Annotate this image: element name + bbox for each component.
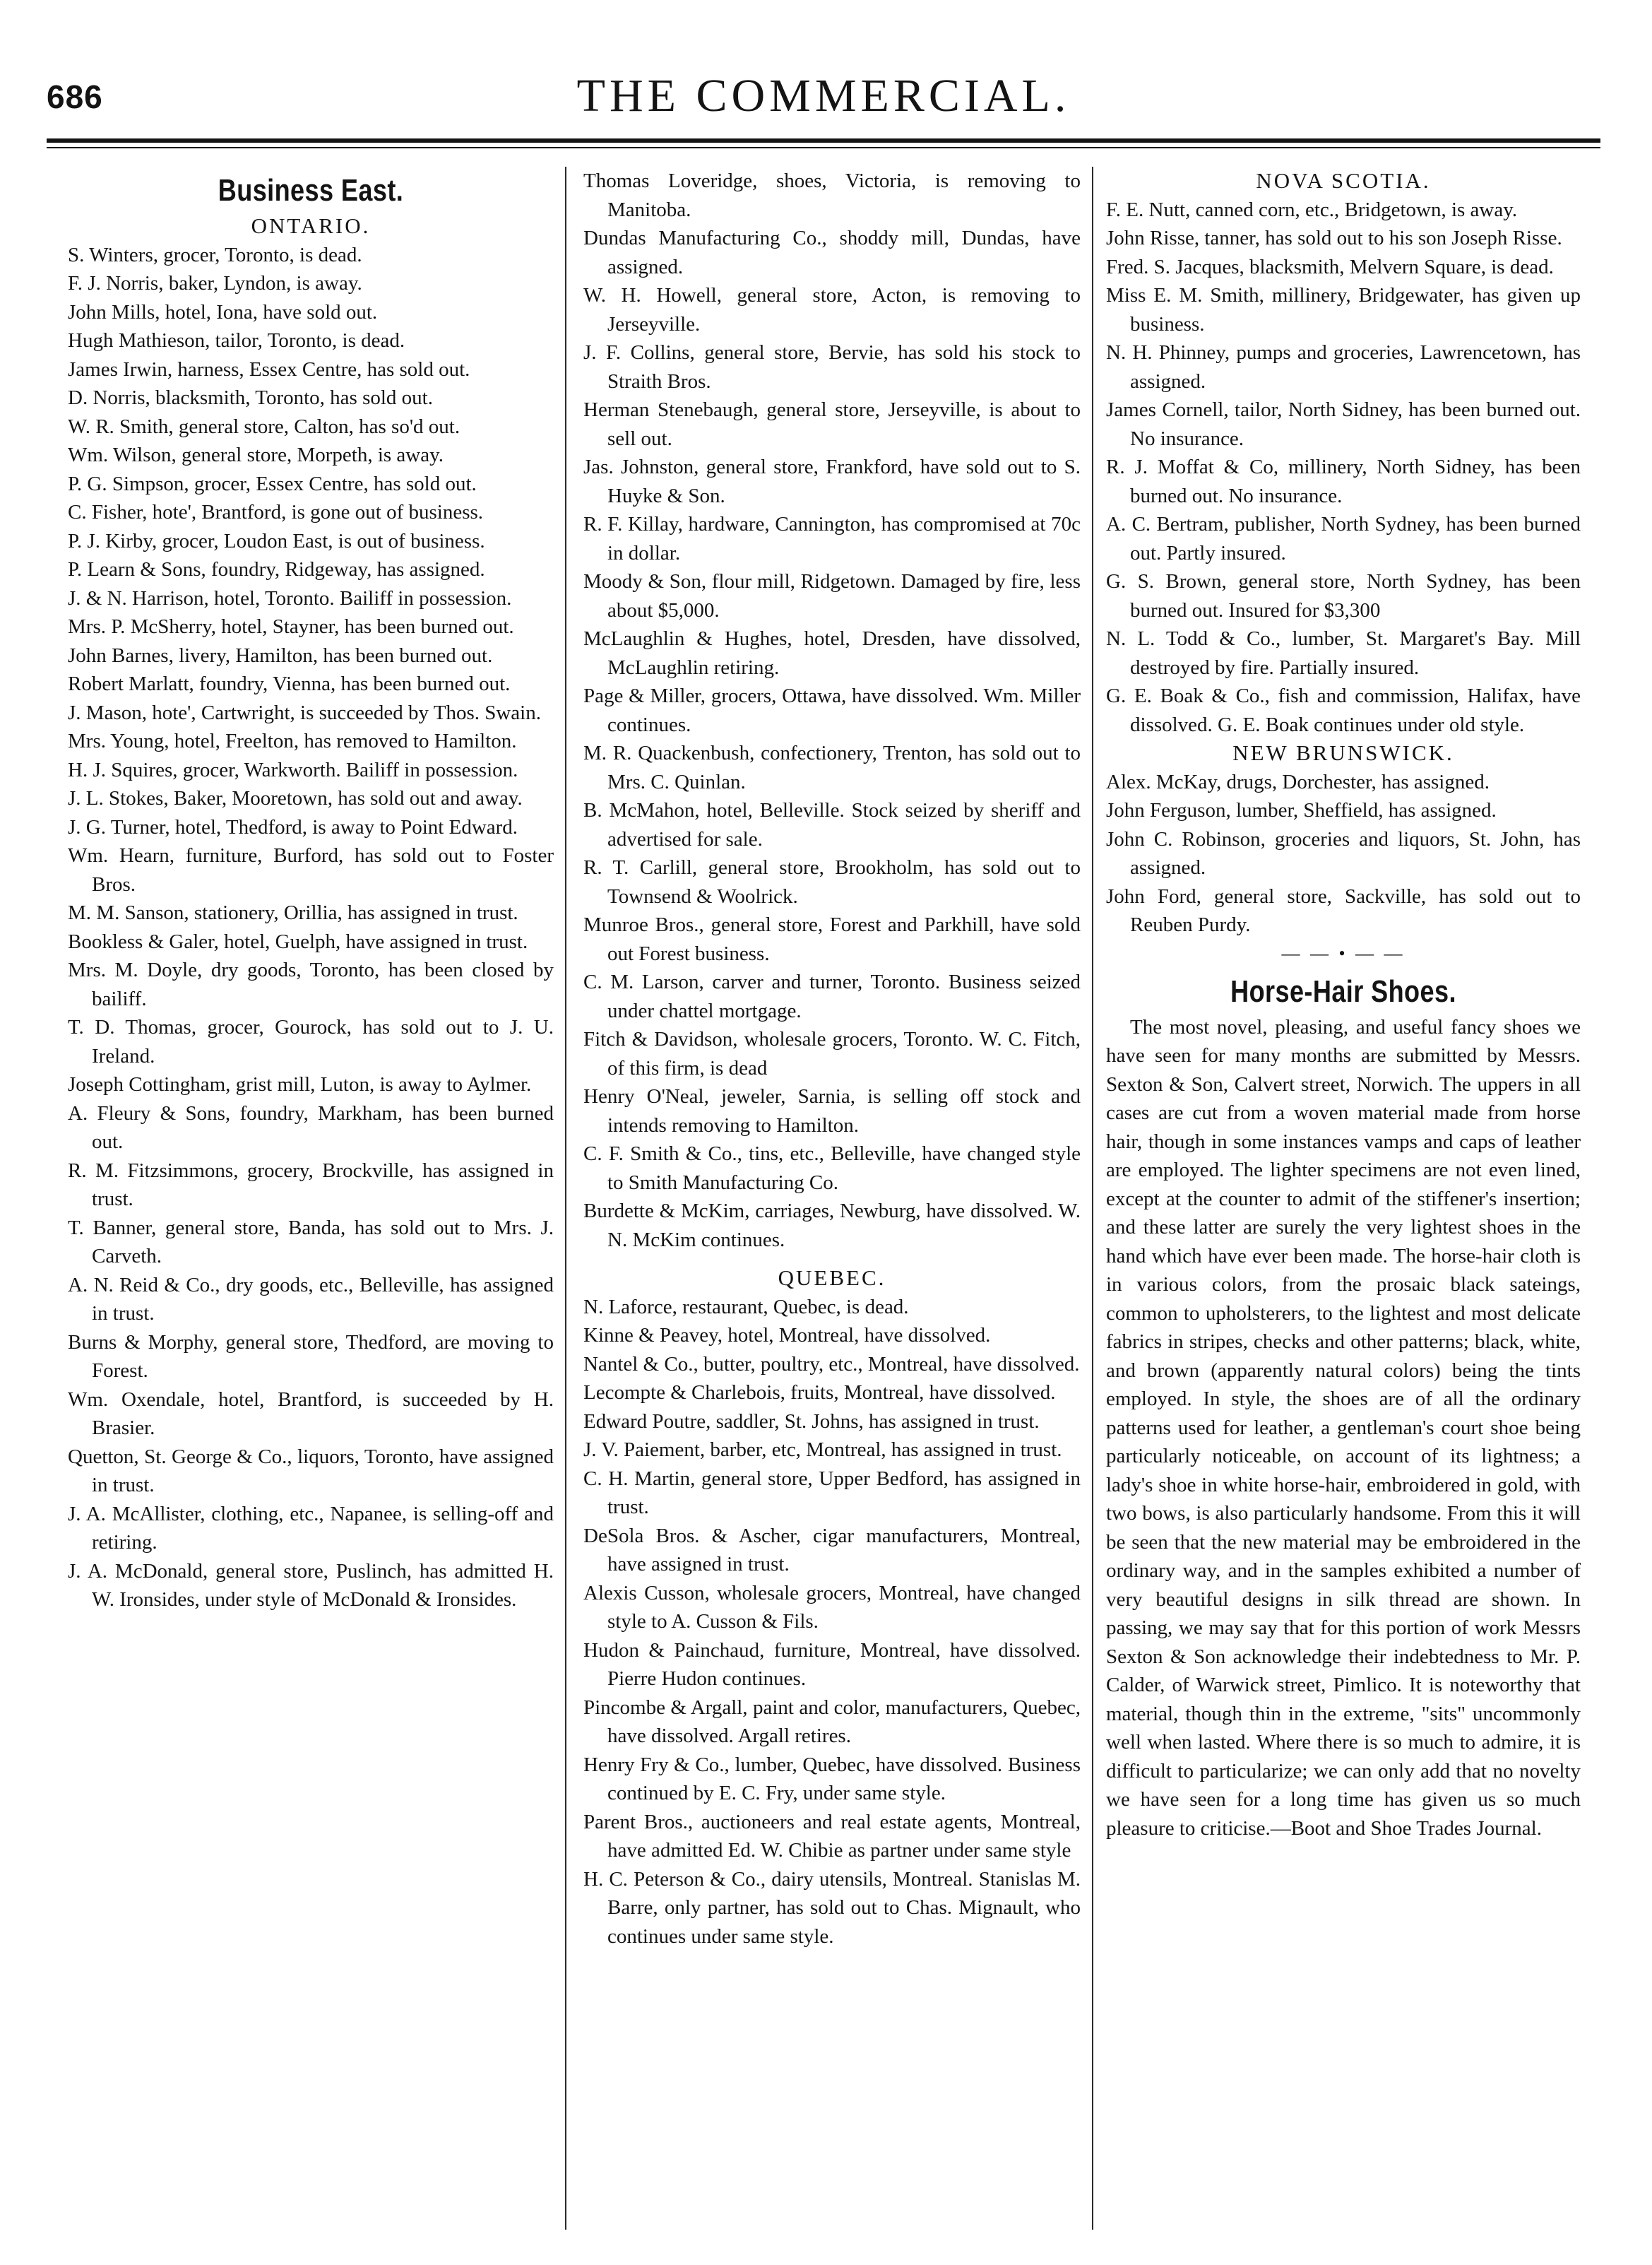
notice-item: J. & N. Harrison, hotel, Toronto. Bailiff in possession. xyxy=(68,586,512,610)
notice-item: Edward Poutre, saddler, St. Johns, has assigned in trust. xyxy=(583,1409,1040,1433)
notice-item: Miss E. M. Smith, millinery, Bridgewater, has given up business. xyxy=(1106,284,1581,336)
notice-item: R. T. Carlill, general store, Brookholm, has sold out to Townsend & Woolrick. xyxy=(583,856,1081,908)
notice-item: A. N. Reid & Co., dry goods, etc., Belleville, has assigned in trust. xyxy=(68,1273,554,1325)
notice-item: Hudon & Painchaud, furniture, Montreal, have dissolved. Pierre Hudon continues. xyxy=(583,1638,1081,1690)
notice-item: Lecompte & Charlebois, fruits, Montreal, have dissolved. xyxy=(583,1381,1056,1404)
notice-item: Fitch & Davidson, wholesale grocers, Toronto. W. C. Fitch, of this firm, is dead xyxy=(583,1028,1081,1080)
notice-item: A. C. Bertram, publisher, North Sydney, has been burned out. Partly insured. xyxy=(1106,513,1581,564)
column-business-east xyxy=(68,167,554,2230)
notice-item: F. E. Nutt, canned corn, etc., Bridgetown, is away. xyxy=(1106,198,1518,221)
notice-item: DeSola Bros. & Ascher, cigar manufacturers, Montreal, have assigned in trust. xyxy=(583,1524,1081,1575)
notice-item: P. J. Kirby, grocer, Loudon East, is out of business. xyxy=(68,529,485,552)
subhead-nova-scotia: NOVA SCOTIA. xyxy=(1256,168,1431,193)
notice-item: Page & Miller, grocers, Ottawa, have dissolved. Wm. Miller continues. xyxy=(583,685,1081,736)
notice-item: G. E. Boak & Co., fish and commission, Halifax, have dissolved. G. E. Boak continues under old style. xyxy=(1106,685,1581,736)
notice-item: McLaughlin & Hughes, hotel, Dresden, have dissolved, McLaughlin retiring. xyxy=(583,627,1081,679)
masthead-title: THE COMMERCIAL. xyxy=(576,70,1071,122)
notice-item: Wm. Oxendale, hotel, Brantford, is succeeded by H. Brasier. xyxy=(68,1388,554,1439)
article-body: The most novel, pleasing, and useful fancy shoes we have seen for many months are submitted by Messrs. Sexton & Son, Calvert street, Norwich. The uppers in all cases are cut from a woven material made from horse hair, though in some instances vamps and caps of leather are employed. The lighter specimens are not even lined, except at the counter to admit of the stiffener's insertion; and these latter are surely the very lightest shoes in the hand which have ever been made. The horse-hair cloth is in various colors, from the prosaic black sateings, common to upholsterers, to the lightest and most delicate fabrics in stripes, checks and other patterns; black, white, and brown (apparently natural colors) being the tints employed. In style, the shoes are of all the ordinary patterns used for leather, a gentleman's court shoe being particularly noticeable, on account of its lightness; a lady's shoe in white horse-hair, embroidered in gold, with two bows, is also particularly handsome. From this it will be seen that the new material may be embroidered in the ordinary way, and in the samples exhibited a number of very beautiful designs in silk thread are shown. In passing, we may say that for this portion of work Messrs Sexton & Son acknowledge their indebtedness to Mr. P. Calder, of Warwick street, Pimlico. It is noteworthy that material, though thin in the extreme, "sits" uncommonly well when lasted. Where there is so much to admire, it is difficult to particularize; we can only add that no novelty we have seen for a long time has given us so much pleasure to criticise.—Boot and Shoe Trades Journal. xyxy=(1106,1015,1581,1840)
notice-item: Kinne & Peavey, hotel, Montreal, have dissolved. xyxy=(583,1324,991,1347)
notice-item: Jas. Johnston, general store, Frankford, have sold out to S. Huyke & Son. xyxy=(583,456,1081,507)
notice-item: J. L. Stokes, Baker, Mooretown, has sold out and away. xyxy=(68,787,523,810)
notice-item: Wm. Wilson, general store, Morpeth, is away. xyxy=(68,444,444,466)
notice-item: Mrs. M. Doyle, dry goods, Toronto, has been closed by bailiff. xyxy=(68,959,554,1010)
ontario-notices-list xyxy=(68,241,554,1614)
ontario-notices-continued xyxy=(583,167,1081,1254)
notice-item: J. A. McAllister, clothing, etc., Napanee, is selling-off and retiring. xyxy=(68,1502,554,1554)
notice-item: Parent Bros., auctioneers and real estate agents, Montreal, have admitted Ed. W. Chibie as partner under same style xyxy=(583,1810,1081,1862)
notice-item: C. F. Smith & Co., tins, etc., Belleville, have changed style to Smith Manufacturing Co. xyxy=(583,1142,1081,1194)
notice-item: H. J. Squires, grocer, Warkworth. Bailiff in possession. xyxy=(68,758,518,781)
notice-item: Joseph Cottingham, grist mill, Luton, is away to Aylmer. xyxy=(68,1073,532,1096)
notice-item: James Irwin, harness, Essex Centre, has sold out. xyxy=(68,357,470,381)
subhead-new-brunswick: NEW BRUNSWICK. xyxy=(1232,740,1454,765)
notice-item: D. Norris, blacksmith, Toronto, has sold out. xyxy=(68,386,433,409)
notice-item: M. M. Sanson, stationery, Orillia, has assigned in trust. xyxy=(68,901,518,924)
notice-item: John Ferguson, lumber, Sheffield, has assigned. xyxy=(1106,799,1497,822)
section-divider: — — • — — xyxy=(1281,942,1406,964)
notice-item: C. Fisher, hote', Brantford, is gone out of business. xyxy=(68,501,484,524)
notice-item: H. C. Peterson & Co., dairy utensils, Montreal. Stanislas M. Barre, only partner, has sold out to Chas. Mignault, who continues under same style. xyxy=(583,1867,1081,1948)
notice-item: J. F. Collins, general store, Bervie, has sold his stock to Straith Bros. xyxy=(583,341,1081,393)
notice-item: C. M. Larson, carver and turner, Toronto. Business seized under chattel mortgage. xyxy=(583,971,1081,1022)
nova-scotia-notices-list xyxy=(1106,196,1581,740)
notice-item: Dundas Manufacturing Co., shoddy mill, Dundas, have assigned. xyxy=(583,227,1081,278)
notice-item: Wm. Hearn, furniture, Burford, has sold out to Foster Bros. xyxy=(68,844,554,896)
notice-item: R. F. Killay, hardware, Cannington, has compromised at 70c in dollar. xyxy=(583,513,1081,564)
header-rule-heavy xyxy=(47,138,1600,143)
notice-item: M. R. Quackenbush, confectionery, Trenton, has sold out to Mrs. C. Quinlan. xyxy=(583,742,1081,793)
notice-item: J. Mason, hote', Cartwright, is succeeded by Thos. Swain. xyxy=(68,701,541,724)
notice-item: Herman Stenebaugh, general store, Jerseyville, is about to sell out. xyxy=(583,398,1081,450)
notice-item: Hugh Mathieson, tailor, Toronto, is dead. xyxy=(68,329,405,352)
notice-item: Bookless & Galer, hotel, Guelph, have assigned in trust. xyxy=(68,930,528,953)
notice-item: Henry Fry & Co., lumber, Quebec, have dissolved. Business continued by E. C. Fry, under same style. xyxy=(583,1753,1081,1804)
subhead-ontario: ONTARIO. xyxy=(251,213,371,238)
notice-item: N. Laforce, restaurant, Quebec, is dead. xyxy=(583,1295,909,1318)
notice-item: John Ford, general store, Sackville, has sold out to Reuben Purdy. xyxy=(1106,885,1581,936)
notice-item: Alexis Cusson, wholesale grocers, Montreal, have changed style to A. Cusson & Fils. xyxy=(583,1581,1081,1633)
notice-item: Nantel & Co., butter, poultry, etc., Montreal, have dissolved. xyxy=(583,1352,1080,1376)
notice-item: Munroe Bros., general store, Forest and Parkhill, have sold out Forest business. xyxy=(583,913,1081,965)
column-ontario-quebec xyxy=(583,167,1081,2230)
notice-item: Alex. McKay, drugs, Dorchester, has assigned. xyxy=(1106,770,1490,793)
notice-item: Moody & Son, flour mill, Ridgetown. Damaged by fire, less about $5,000. xyxy=(583,570,1081,622)
notice-item: N. L. Todd & Co., lumber, St. Margaret's Bay. Mill destroyed by fire. Partially insured. xyxy=(1106,627,1581,679)
notice-item: James Cornell, tailor, North Sidney, has been burned out. No insurance. xyxy=(1106,398,1581,450)
notice-item: T. Banner, general store, Banda, has sold out to Mrs. J. Carveth. xyxy=(68,1216,554,1267)
notice-item: John Barnes, livery, Hamilton, has been burned out. xyxy=(68,644,493,667)
column-divider-1 xyxy=(565,167,566,2230)
notice-item: P. G. Simpson, grocer, Essex Centre, has sold out. xyxy=(68,472,477,495)
page-number: 686 xyxy=(47,78,103,115)
notice-item: Mrs. Young, hotel, Freelton, has removed to Hamilton. xyxy=(68,730,517,752)
notice-item: Mrs. P. McSherry, hotel, Stayner, has been burned out. xyxy=(68,615,514,638)
page-header xyxy=(47,65,1600,136)
notice-item: G. S. Brown, general store, North Sydney, has been burned out. Insured for $3,300 xyxy=(1106,570,1581,622)
notice-item: R. M. Fitzsimmons, grocery, Brockville, has assigned in trust. xyxy=(68,1159,554,1210)
notice-item: John C. Robinson, groceries and liquors, St. John, has assigned. xyxy=(1106,827,1581,879)
article-headline-horse-hair-shoes: Horse-Hair Shoes. xyxy=(1230,974,1456,1009)
notice-item: S. Winters, grocer, Toronto, is dead. xyxy=(68,243,362,266)
column-divider-2 xyxy=(1092,167,1093,2230)
notice-item: Burdette & McKim, carriages, Newburg, have dissolved. W. N. McKim continues. xyxy=(583,1200,1081,1251)
notice-item: Quetton, St. George & Co., liquors, Toronto, have assigned in trust. xyxy=(68,1445,554,1496)
notice-item: R. J. Moffat & Co, millinery, North Sidney, has been burned out. No insurance. xyxy=(1106,456,1581,507)
section-headline-business-east: Business East. xyxy=(218,173,404,208)
new-brunswick-notices-list xyxy=(1106,768,1581,940)
notice-item: A. Fleury & Sons, foundry, Markham, has been burned out. xyxy=(68,1101,554,1153)
notice-item: Burns & Morphy, general store, Thedford, are moving to Forest. xyxy=(68,1330,554,1382)
notice-item: F. J. Norris, baker, Lyndon, is away. xyxy=(68,272,362,295)
notice-item: J. A. McDonald, general store, Puslinch, has admitted H. W. Ironsides, under style of McDonald & Ironsides. xyxy=(68,1559,554,1611)
notice-item: C. H. Martin, general store, Upper Bedford, has assigned in trust. xyxy=(583,1467,1081,1518)
quebec-notices-list xyxy=(583,1293,1081,1951)
column-maritimes-article xyxy=(1106,167,1581,2230)
notice-item: B. McMahon, hotel, Belleville. Stock seized by sheriff and advertised for sale. xyxy=(583,799,1081,851)
notice-item: P. Learn & Sons, foundry, Ridgeway, has assigned. xyxy=(68,558,485,581)
notice-item: Fred. S. Jacques, blacksmith, Melvern Square, is dead. xyxy=(1106,255,1554,278)
notice-item: John Risse, tanner, has sold out to his son Joseph Risse. xyxy=(1106,227,1562,249)
notice-item: Thomas Loveridge, shoes, Victoria, is removing to Manitoba. xyxy=(583,170,1081,221)
notice-item: Robert Marlatt, foundry, Vienna, has been burned out. xyxy=(68,673,511,695)
notice-item: T. D. Thomas, grocer, Gourock, has sold out to J. U. Ireland. xyxy=(68,1016,554,1068)
notice-item: W. H. Howell, general store, Acton, is removing to Jerseyville. xyxy=(583,284,1081,336)
notice-item: John Mills, hotel, Iona, have sold out. xyxy=(68,300,378,324)
subhead-quebec: QUEBEC. xyxy=(778,1265,886,1290)
notice-item: Pincombe & Argall, paint and color, manufacturers, Quebec, have dissolved. Argall retires. xyxy=(583,1696,1081,1747)
notice-item: J. G. Turner, hotel, Thedford, is away to Point Edward. xyxy=(68,815,518,839)
notice-item: W. R. Smith, general store, Calton, has so'd out. xyxy=(68,415,460,438)
header-rule-thin xyxy=(47,147,1600,148)
notice-item: J. V. Paiement, barber, etc, Montreal, has assigned in trust. xyxy=(583,1438,1062,1461)
notice-item: N. H. Phinney, pumps and groceries, Lawrencetown, has assigned. xyxy=(1106,341,1581,393)
notice-item: Henry O'Neal, jeweler, Sarnia, is selling off stock and intends removing to Hamilton. xyxy=(583,1085,1081,1137)
